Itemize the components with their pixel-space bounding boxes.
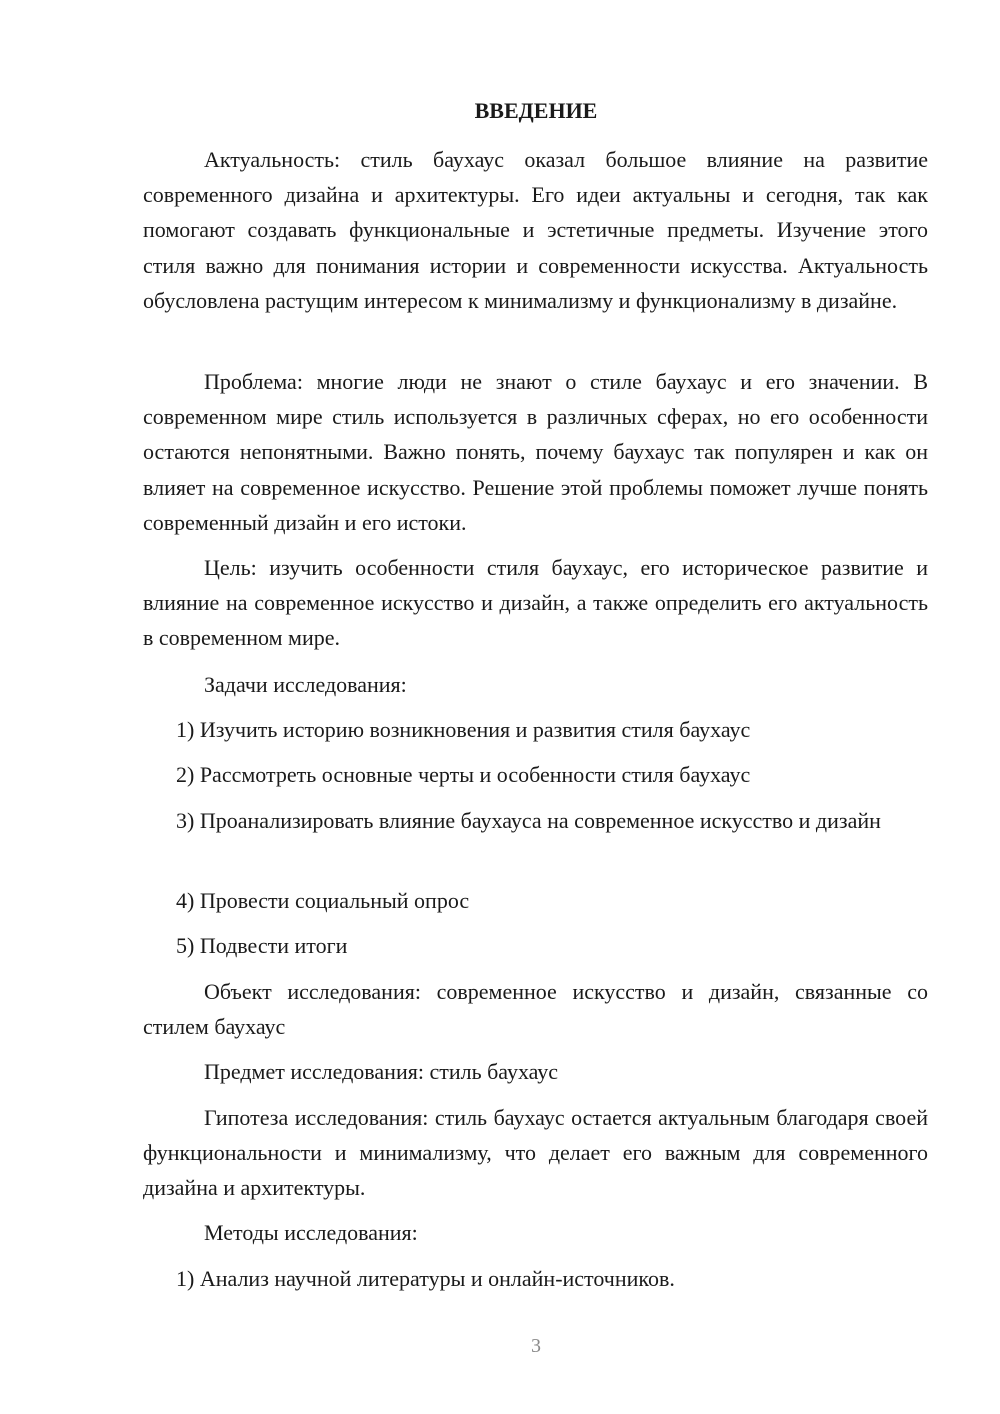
task-item-1: 1) Изучить историю возникновения и развития стиля баухаус bbox=[176, 717, 751, 742]
methods-title: Методы исследования: bbox=[204, 1220, 418, 1245]
task-item-4: 4) Провести социальный опрос bbox=[176, 888, 470, 913]
task-item-3: 3) Проанализировать влияние баухауса на современное искусство и дизайн bbox=[176, 808, 881, 833]
relevance-paragraph: Актуальность: стиль баухаус оказал большое влияние на развитие современного дизайна и архитектуры. Его идеи актуальны и сегодня, так как помогают создавать функциональные и эстетичные предметы. Изучение этого стиля важно для понимания истории и современности искусства. Актуальность обусловлена растущим интересом к минимализму и функционализму в дизайне. bbox=[143, 147, 928, 313]
hypothesis-paragraph: Гипотеза исследования: стиль баухаус остается актуальным благодаря своей функциональности и минимализму, что делает его важным для современного дизайна и архитектуры. bbox=[143, 1105, 928, 1201]
goal-paragraph: Цель: изучить особенности стиля баухаус, его историческое развитие и влияние на современное искусство и дизайн, а также определить его актуальность в современном мире. bbox=[143, 555, 928, 651]
problem-paragraph: Проблема: многие люди не знают о стиле баухаус и его значении. В современном мире стиль используется в различных сферах, но его особенности остаются непонятными. Важно понять, почему баухаус так популярен и как он влияет на современное искусство. Решение этой проблемы поможет лучше понять современный дизайн и его истоки. bbox=[143, 369, 928, 535]
task-item-2: 2) Рассмотреть основные черты и особенности стиля баухаус bbox=[176, 762, 751, 787]
task-item-5: 5) Подвести итоги bbox=[176, 933, 348, 958]
page-number: 3 bbox=[531, 1335, 541, 1357]
object-paragraph: Объект исследования: современное искусство и дизайн, связанные со стилем баухаус bbox=[143, 979, 928, 1040]
page-title: ВВЕДЕНИЕ bbox=[474, 98, 598, 123]
method-item-1: 1) Анализ научной литературы и онлайн-источников. bbox=[176, 1266, 675, 1291]
tasks-title: Задачи исследования: bbox=[204, 672, 407, 697]
subject-paragraph: Предмет исследования: стиль баухаус bbox=[204, 1059, 559, 1084]
